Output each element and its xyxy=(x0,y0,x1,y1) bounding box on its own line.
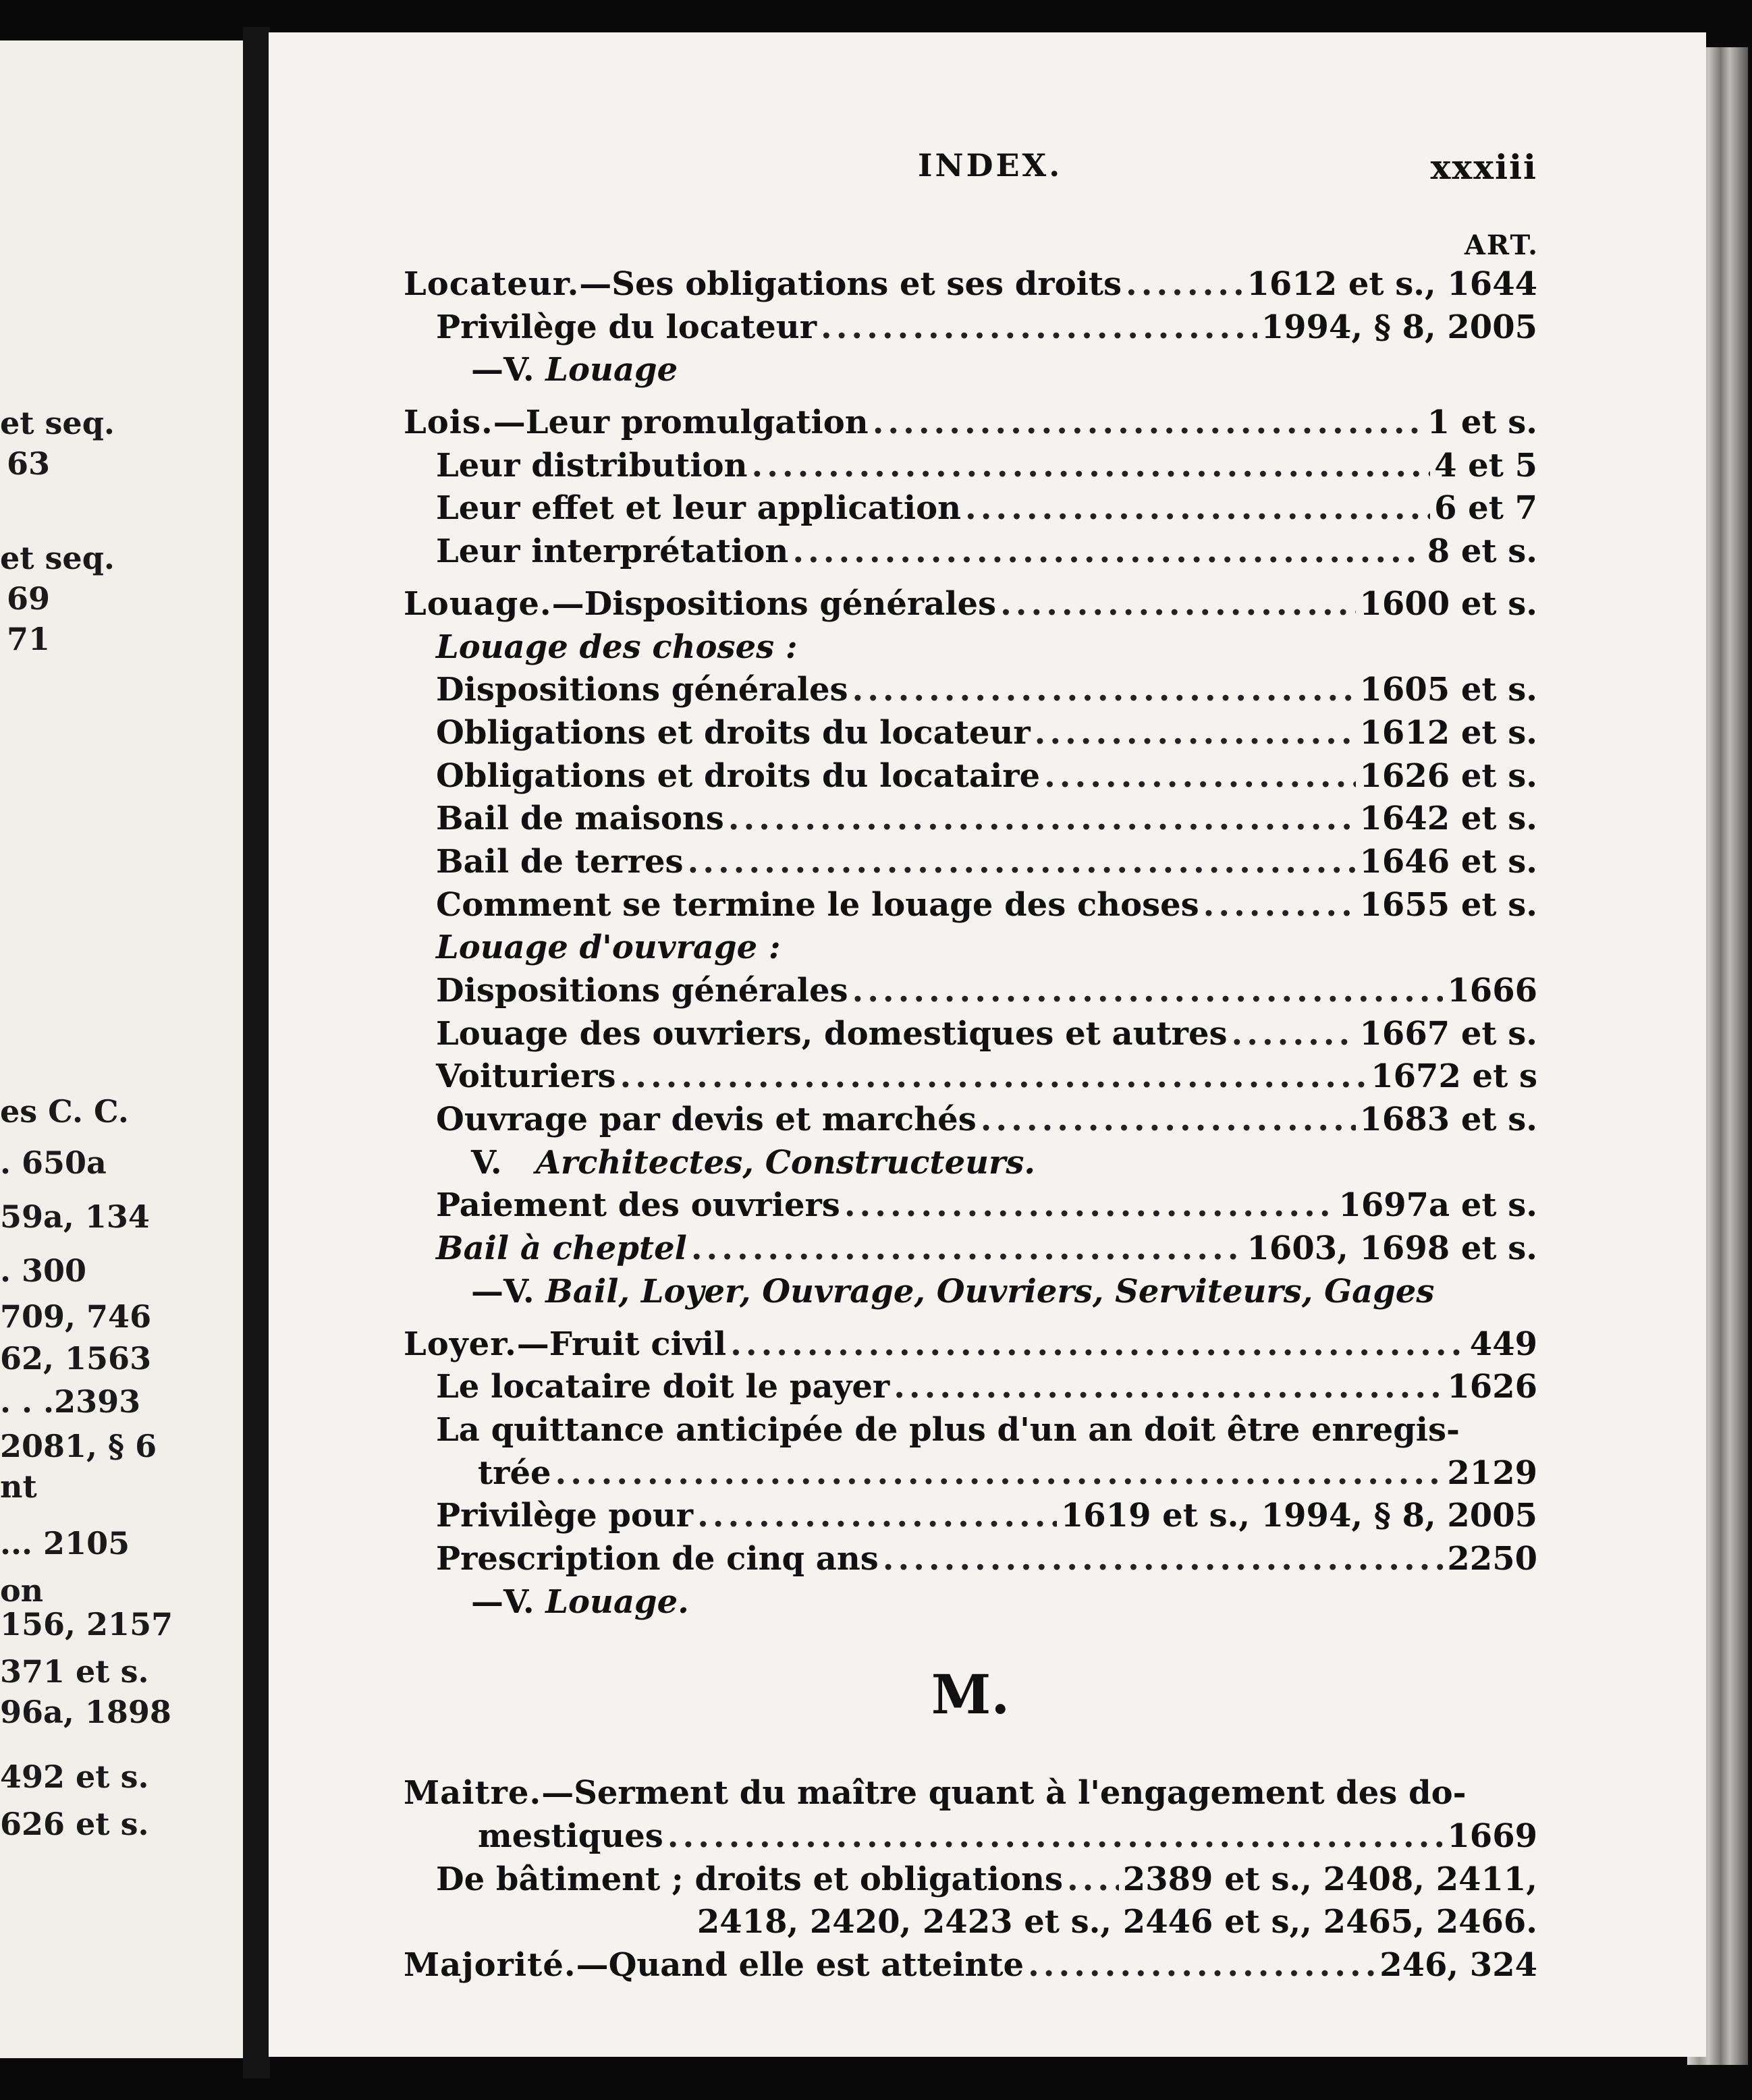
index-entry xyxy=(404,1452,1537,1495)
index-entry xyxy=(404,712,1537,755)
entry-subheading: Louage des choses : xyxy=(436,628,798,666)
entry-text: Bail à cheptel xyxy=(436,1229,687,1268)
entry-text: De bâtiment ; droits et obligations xyxy=(436,1860,1063,1898)
entry-text: Bail de terres xyxy=(436,842,684,881)
index-entry xyxy=(404,1815,1537,1858)
entry-ref: 4 et 5 xyxy=(1434,446,1537,485)
index-entry xyxy=(404,1323,1537,1366)
book-gutter xyxy=(243,27,270,2078)
entry-ref: 1642 et s. xyxy=(1359,800,1537,838)
entry-ref: 1600 et s. xyxy=(1359,584,1537,623)
entry-head: Lois. xyxy=(404,404,493,442)
column-label: ART. xyxy=(1464,229,1539,261)
left-fragment: ... 2105 xyxy=(0,1525,130,1562)
entry-text: La quittance anticipée de plus d'un an doit être enregis- xyxy=(436,1410,1460,1449)
entry-ref: 2250 xyxy=(1447,1539,1537,1578)
left-fragment: 156, 2157 xyxy=(0,1606,173,1642)
index-entry xyxy=(404,1495,1537,1538)
left-fragment: 371 et s. xyxy=(0,1653,149,1690)
entry-head: Maitre. xyxy=(404,1774,542,1813)
entry-ref-continuation: 2418, 2420, 2423 et s., 2446 et s,, 2465, 2466. xyxy=(696,1903,1537,1941)
left-fragment: et seq. xyxy=(0,405,115,441)
entry-head: Locateur. xyxy=(404,265,580,303)
index-entry xyxy=(404,1184,1537,1227)
entry-text: V. xyxy=(471,1143,502,1182)
entry-subheading: Louage d'ouvrage : xyxy=(436,929,781,967)
index-entry xyxy=(404,1772,1537,1815)
entry-text: —V. xyxy=(471,351,535,389)
entry-text: Leur distribution xyxy=(436,446,748,485)
entry-text: mestiques xyxy=(478,1817,663,1855)
entry-ref: 2389 et s., 2408, 2411, xyxy=(1122,1860,1537,1898)
index-entry xyxy=(404,306,1537,350)
entry-ref: 1667 et s. xyxy=(1359,1014,1537,1053)
index-entry xyxy=(404,583,1537,626)
index-entry xyxy=(404,1858,1537,1902)
entry-ref: 1669 xyxy=(1447,1817,1537,1855)
left-fragment: 69 xyxy=(7,580,51,617)
index-entry xyxy=(404,755,1537,798)
entry-text: Voituriers xyxy=(436,1057,616,1096)
entry-ref: 1 et s. xyxy=(1427,404,1537,442)
facing-page-fragment xyxy=(0,40,243,2058)
entry-ref: 1605 et s. xyxy=(1359,671,1537,709)
entry-text: Privilège pour xyxy=(436,1497,694,1535)
entry-text: —Dispositions générales xyxy=(551,584,997,623)
entry-ref: 1666 xyxy=(1447,972,1537,1010)
index-entry xyxy=(404,1013,1537,1056)
index-entry xyxy=(404,349,1537,392)
entry-text: Le locataire doit le payer xyxy=(436,1368,890,1406)
entry-ref: 2129 xyxy=(1447,1454,1537,1492)
entry-ref: 1655 et s. xyxy=(1359,885,1537,924)
page-header xyxy=(269,147,1706,201)
left-fragment: . . .2393 xyxy=(0,1383,141,1420)
entry-text: —Ses obligations et ses droits xyxy=(579,265,1122,303)
entry-ref: 449 xyxy=(1469,1325,1537,1363)
index-subheading xyxy=(404,626,1537,669)
entry-text: Bail de maisons xyxy=(436,800,724,838)
page-title: INDEX. xyxy=(918,147,1063,184)
index-entries xyxy=(404,263,1537,1987)
left-fragment: 709, 746 xyxy=(0,1298,152,1335)
left-fragment: . 650a xyxy=(0,1144,107,1181)
entry-see-also: Bail, Loyer, Ouvrage, Ouvriers, Serviteurs, Gages xyxy=(545,1272,1435,1310)
index-entry xyxy=(404,1409,1537,1452)
left-fragment: on xyxy=(0,1572,44,1609)
entry-head: Majorité. xyxy=(404,1946,576,1985)
entry-text: trée xyxy=(478,1454,551,1492)
entry-ref: 246, 324 xyxy=(1379,1946,1537,1985)
entry-text: Prescription de cinq ans xyxy=(436,1539,879,1578)
left-fragment: . 300 xyxy=(0,1252,87,1289)
page-number: xxxiii xyxy=(1430,147,1537,187)
left-fragment: 626 et s. xyxy=(0,1806,149,1842)
entry-ref: 6 et 7 xyxy=(1434,489,1537,528)
entry-ref: 8 et s. xyxy=(1427,532,1537,571)
left-fragment: 71 xyxy=(7,621,51,657)
entry-ref: 1612 et s. xyxy=(1359,713,1537,752)
index-entry xyxy=(404,1366,1537,1409)
entry-text: Ouvrage par devis et marchés xyxy=(436,1101,977,1139)
index-entry xyxy=(404,1142,1537,1185)
entry-text: —V. xyxy=(471,1582,535,1621)
left-fragment: 492 et s. xyxy=(0,1759,149,1795)
entry-ref: 1603, 1698 et s. xyxy=(1247,1229,1537,1268)
index-entry xyxy=(404,1538,1537,1581)
index-entry xyxy=(404,530,1537,574)
entry-text: —Fruit civil xyxy=(516,1325,727,1363)
index-entry xyxy=(404,669,1537,712)
entry-text: —Quand elle est atteinte xyxy=(576,1946,1024,1985)
entry-text: Dispositions générales xyxy=(436,972,848,1010)
entry-text: Louage des ouvriers, domestiques et autres xyxy=(436,1014,1228,1053)
entry-ref: 1646 et s. xyxy=(1359,842,1537,881)
entry-ref: 1697a et s. xyxy=(1338,1186,1537,1225)
index-entry xyxy=(404,1581,1537,1624)
index-entry xyxy=(404,1055,1537,1099)
left-fragment: 2081, § 6 xyxy=(0,1428,157,1464)
entry-ref: 1626 et s. xyxy=(1359,756,1537,795)
entry-text: Dispositions générales xyxy=(436,671,848,709)
entry-ref: 1672 et s xyxy=(1371,1057,1537,1096)
entry-see-also: Louage. xyxy=(545,1582,689,1621)
index-entry xyxy=(404,1099,1537,1142)
entry-head: Louage. xyxy=(404,584,552,623)
index-entry xyxy=(404,402,1537,445)
entry-ref: 1626 xyxy=(1447,1368,1537,1406)
entry-ref: 1683 et s. xyxy=(1359,1101,1537,1139)
left-fragment: 96a, 1898 xyxy=(0,1694,171,1730)
index-entry xyxy=(404,487,1537,530)
entry-text: Privilège du locateur xyxy=(436,308,817,346)
entry-text: Leur effet et leur application xyxy=(436,489,961,528)
entry-text: Obligations et droits du locateur xyxy=(436,713,1031,752)
left-fragment: 62, 1563 xyxy=(0,1340,152,1377)
index-entry xyxy=(404,263,1537,306)
entry-see-also: Louage xyxy=(545,351,678,389)
entry-text: —Serment du maître quant à l'engagement des do- xyxy=(541,1774,1467,1813)
index-entry xyxy=(404,884,1537,927)
entry-text: Leur interprétation xyxy=(436,532,789,571)
index-entry xyxy=(404,970,1537,1013)
left-fragment: es C. C. xyxy=(0,1093,129,1130)
entry-ref: 1619 et s., 1994, § 8, 2005 xyxy=(1060,1497,1537,1535)
index-subheading xyxy=(404,927,1537,970)
entry-ref: 1994, § 8, 2005 xyxy=(1261,308,1537,346)
left-fragment: nt xyxy=(0,1468,37,1505)
index-entry xyxy=(404,1901,1537,1944)
index-entry xyxy=(404,798,1537,841)
entry-text: Paiement des ouvriers xyxy=(436,1186,840,1225)
entry-head: Loyer. xyxy=(404,1325,517,1363)
entry-text: Obligations et droits du locataire xyxy=(436,756,1041,795)
entry-text: —Leur promulgation xyxy=(493,404,869,442)
entry-text: Comment se termine le louage des choses xyxy=(436,885,1199,924)
index-entry xyxy=(404,1227,1537,1271)
section-letter: M. xyxy=(931,1663,1010,1727)
left-fragment: 63 xyxy=(7,445,51,482)
left-fragment: 59a, 134 xyxy=(0,1198,150,1235)
entry-ref: 1612 et s., 1644 xyxy=(1247,265,1537,303)
index-entry xyxy=(404,841,1537,884)
left-fragment: et seq. xyxy=(0,540,115,576)
entry-text: —V. xyxy=(471,1272,535,1310)
index-entry xyxy=(404,1271,1537,1314)
index-entry xyxy=(404,1944,1537,1987)
index-entry xyxy=(404,445,1537,488)
entry-see-also: Architectes, Constructeurs. xyxy=(535,1143,1036,1182)
index-page xyxy=(269,32,1706,2057)
